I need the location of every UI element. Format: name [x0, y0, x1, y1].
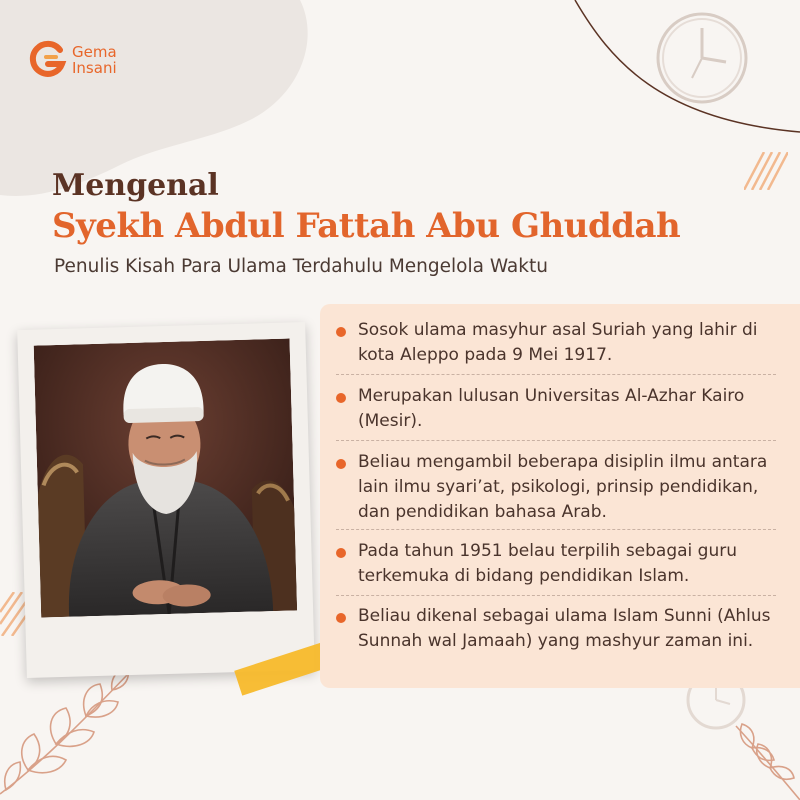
- divider: [336, 374, 776, 375]
- bullet-dot: [336, 393, 346, 403]
- bullet-dot: [336, 327, 346, 337]
- list-item: [336, 318, 788, 368]
- portrait-frame: [17, 322, 315, 678]
- brand-logo[interactable]: [28, 40, 117, 80]
- list-item: [336, 450, 788, 525]
- bullet-dot: [336, 459, 346, 469]
- fact-text: Merupakan lulusan Universitas Al-Azhar Kairo (Mesir).: [358, 386, 745, 431]
- bullet-dot: [336, 548, 346, 558]
- heading-subtitle: Penulis Kisah Para Ulama Terdahulu Mengelola Waktu: [54, 256, 548, 277]
- brand-name-line1: Gema: [72, 43, 117, 61]
- heading-title: Syekh Abdul Fattah Abu Ghuddah: [52, 206, 681, 246]
- portrait-illustration: [34, 338, 297, 617]
- fact-text: Beliau dikenal sebagai ulama Islam Sunni (Ahlus Sunnah wal Jamaah) yang mashyur zaman ini.: [358, 606, 771, 651]
- list-item: [336, 384, 788, 434]
- heading-kicker: Mengenal: [52, 168, 219, 203]
- logo-g-icon: [28, 40, 68, 80]
- bullet-dot: [336, 613, 346, 623]
- divider: [336, 440, 776, 441]
- fact-text: Beliau mengambil beberapa disiplin ilmu antara lain ilmu syari’at, psikologi, prinsip pendidikan, dan pendidikan bahasa Arab.: [358, 452, 768, 522]
- portrait-photo: [34, 338, 297, 617]
- fact-text: Sosok ulama masyhur asal Suriah yang lahir di kota Aleppo pada 9 Mei 1917.: [358, 320, 758, 365]
- list-item: [336, 539, 788, 589]
- brand-name: [72, 44, 117, 76]
- list-item: [336, 604, 788, 654]
- brand-name-line2: Insani: [72, 59, 117, 77]
- fact-text: Pada tahun 1951 belau terpilih sebagai guru terkemuka di bidang pendidikan Islam.: [358, 541, 738, 586]
- divider: [336, 595, 776, 596]
- divider: [336, 529, 776, 530]
- facts-card: [320, 304, 800, 688]
